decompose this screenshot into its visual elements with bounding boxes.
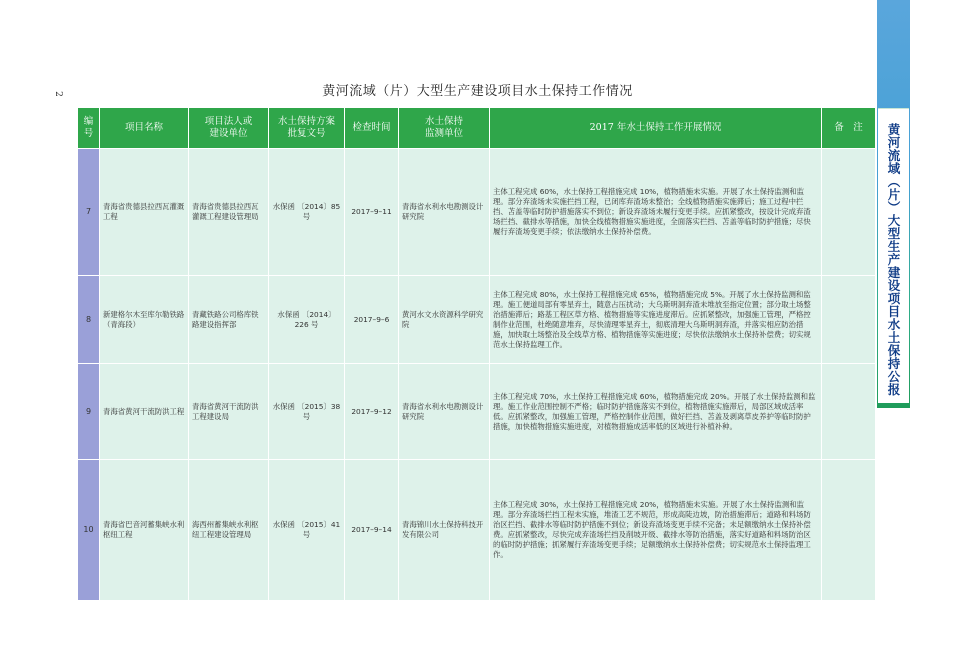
page-number: 2	[52, 91, 63, 97]
page-title: 黄河流域（片）大型生产建设项目水土保持工作情况	[322, 84, 633, 99]
row-approval	[269, 364, 345, 460]
row-remark	[822, 460, 876, 601]
row-remark	[822, 276, 876, 364]
row-num: 9	[78, 364, 100, 460]
row-approval-line1: 水保函	[272, 202, 295, 211]
row-approval-line2: 〔2014〕226 号	[294, 309, 336, 329]
header-monitor-line2: 监测单位	[424, 128, 463, 139]
row-monitor: 青海省水利水电勘测设计研究院	[399, 364, 490, 460]
side-label-box	[878, 108, 909, 403]
table-row	[78, 149, 876, 276]
row-approval-line2: 〔2014〕85 号	[297, 202, 341, 221]
row-work: 主体工程完成 30%，水土保持工程措施完成 20%，植物措施未实施。开展了水土保持监测和监理。部分弃渣场拦挡工程未实施，堆渣工艺不规范，形成高陡边坡，防治措施滞后；道路和料场防治区拦挡、截排水等临时防护措施不到位；新设弃渣场变更手续不完备；未足额缴纳水土保持补偿费。应抓紧整改，尽快完成弃渣场拦挡及削坡开级、截排水等防治措施，落实好道路和料场防治区的临时防护措施；抓紧履行弃渣场变更手续；足额缴纳水土保持补偿费；切实规范水土保持监理工作。	[490, 460, 822, 601]
table-header-row	[78, 108, 876, 149]
row-approval	[269, 460, 345, 601]
row-owner: 青藏铁路公司格库铁路建设指挥部	[189, 276, 269, 364]
header-owner	[189, 108, 269, 149]
row-project-name: 青海省黄河干流防洪工程	[100, 364, 189, 460]
header-remark: 备 注	[822, 108, 876, 149]
row-approval-line1: 水保函	[272, 520, 295, 529]
header-monitor	[399, 108, 490, 149]
row-monitor: 黄河水文水资源科学研究院	[399, 276, 490, 364]
table-row	[78, 276, 876, 364]
row-remark	[822, 149, 876, 276]
header-approval-line2: 批复文号	[287, 128, 326, 139]
row-date: 2017–9–14	[345, 460, 399, 601]
header-num-line1: 编	[83, 116, 94, 127]
table-row	[78, 460, 876, 601]
header-work: 2017 年水土保持工作开展情况	[490, 108, 822, 149]
row-date: 2017–9–11	[345, 149, 399, 276]
row-owner: 青海省贵德县拉西瓦灌溉工程建设管理局	[189, 149, 269, 276]
row-owner: 海西州蓄集峡水利枢纽工程建设管理局	[189, 460, 269, 601]
header-owner-line1: 项目法人或	[204, 116, 253, 127]
row-num: 8	[78, 276, 100, 364]
row-owner: 青海省黄河干流防洪工程建设局	[189, 364, 269, 460]
row-approval-line1: 水保函	[272, 401, 295, 411]
header-num-line2: 号	[83, 128, 94, 139]
header-num	[78, 108, 100, 149]
header-name: 项目名称	[100, 108, 189, 149]
row-date: 2017–9–12	[345, 364, 399, 460]
row-num: 10	[78, 460, 100, 601]
header-monitor-line1: 水土保持	[424, 116, 463, 127]
header-approval	[269, 108, 345, 149]
row-approval-line1: 水保函	[277, 309, 300, 319]
row-project-name: 新建格尔木至库尔勒铁路（青海段）	[100, 276, 189, 364]
projects-table	[77, 107, 876, 601]
row-work: 主体工程完成 70%，水土保持工程措施完成 60%，植物措施完成 20%。开展了水土保持监测和监理。施工作业范围控制不严格；临时防护措施落实不到位，植物措施实施滞后，局部区域成活率低。应抓紧整改，加强施工管理，严格控制作业范围，做好拦挡、苫盖及剥离草皮养护等临时防护措施，加快植物措施实施进度，对植物措施成活率低的区域进行补植补种。	[490, 364, 822, 460]
row-work: 主体工程完成 80%，水土保持工程措施完成 65%，植物措施完成 5%。开展了水土保持监测和监理。施工便道局部有零星弃土，随意占压扰动；大乌斯明洞弃渣未堆放至指定位置；部分取土场整治措施滞后；路基工程区草方格、植物措施等实施进度滞后。应抓紧整改，加强施工管理，严格控制作业范围，杜绝随意堆弃，尽快清理零星弃土，彻底清理大乌斯明洞弃渣，并落实相应防治措施，加快取土场整治及全线草方格、植物措施等实施进度；尽快依法缴纳水土保持补偿费；切实规范水土保持监理工作。	[490, 276, 822, 364]
row-num: 7	[78, 149, 100, 276]
row-approval-line2: 〔2015〕38 号	[297, 401, 341, 421]
side-label: 黄河流域（片）大型生产建设项目水土保持公报	[886, 123, 901, 396]
header-owner-line2: 建设单位	[209, 128, 248, 139]
row-date: 2017–9–6	[345, 276, 399, 364]
row-project-name: 青海省贵德县拉西瓦灌溉工程	[100, 149, 189, 276]
table-row	[78, 364, 876, 460]
header-approval-line1: 水土保持方案	[277, 116, 335, 127]
row-work: 主体工程完成 60%，水土保持工程措施完成 10%，植物措施未实施。开展了水土保持监测和监理。部分弃渣场未实施拦挡工程，已闭库弃渣场未整治；全线植物措施实施滞后；施工过程中拦挡、苫盖等临时防护措施落实不到位；新设弃渣场未履行变更手续。应抓紧整改，按设计完成弃渣场拦挡、截排水等措施，加快全线植物措施实施进度，全面落实拦挡、苫盖等临时防护措施；尽快履行弃渣场变更手续；依法缴纳水土保持补偿费。	[490, 149, 822, 276]
row-remark	[822, 364, 876, 460]
row-approval	[269, 276, 345, 364]
row-approval-line2: 〔2015〕41 号	[297, 520, 341, 539]
row-approval	[269, 149, 345, 276]
row-monitor: 青海锦川水土保持科技开发有限公司	[399, 460, 490, 601]
row-monitor: 青海省水利水电勘测设计研究院	[399, 149, 490, 276]
row-project-name: 青海省巴音河蓄集峡水利枢纽工程	[100, 460, 189, 601]
header-date: 检查时间	[345, 108, 399, 149]
